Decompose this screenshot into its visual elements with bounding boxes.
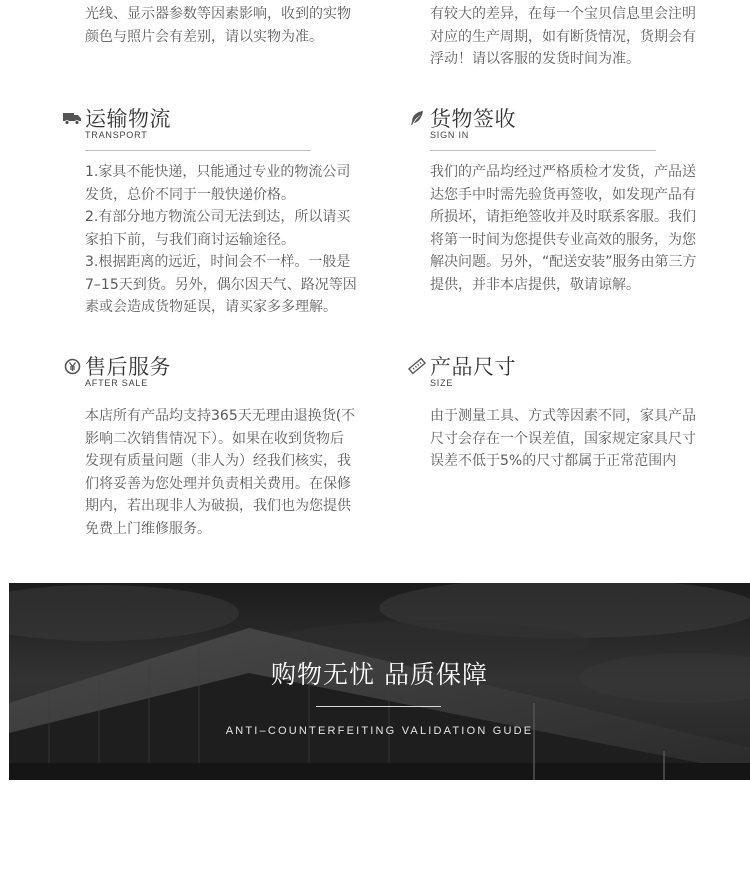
transport-text: [85, 161, 357, 319]
size-section: [408, 351, 708, 391]
text-line: 期内，若出现非人为破损，我们也为您提供: [85, 498, 351, 514]
text-line: 颜色与照片会有差别，请以实物为准。: [85, 28, 323, 45]
text-line: 本店所有产品均支持365天无理由退换货(不: [85, 408, 356, 424]
top-left-text: [85, 3, 351, 48]
truck-icon: [63, 109, 81, 127]
ruler-icon: [408, 357, 426, 375]
text-line: 提供，并非本店提供，敬请谅解。: [430, 276, 640, 293]
top-right-text: [430, 3, 696, 71]
text-line: 发现有质量问题（非人为）经我们核实，我: [85, 453, 351, 469]
text-line: 7–15天到货。另外，偶尔因天气、路况等因: [85, 276, 357, 293]
text-line: 所损坏，请拒绝签收并及时联系客服。我们: [430, 209, 696, 225]
text-line: 2.有部分地方物流公司无法到达，所以请买: [85, 209, 351, 225]
aftersale-section: [63, 351, 363, 391]
text-line: 家拍下前，与我们商讨运输途径。: [85, 231, 295, 248]
section-subtitle: SIZE: [430, 378, 454, 388]
section-title: 售后服务: [85, 355, 171, 379]
section-subtitle: TRANSPORT: [85, 130, 148, 140]
text-line: 将第一时间为您提供专业高效的服务，为您: [430, 231, 696, 248]
text-line: 误差不低于5%的尺寸都属于正常范围内: [430, 453, 677, 469]
banner-title: 购物无忧 品质保障: [271, 660, 488, 689]
text-line: 我们的产品均经过严格质检才发货，产品送: [430, 164, 696, 180]
divider: [85, 150, 311, 151]
section-title: 产品尺寸: [430, 355, 516, 379]
signin-text: [430, 161, 697, 296]
quality-banner: [9, 583, 750, 780]
divider: [430, 150, 656, 151]
text-line: 达您手中时需先验货再签收，如发现产品有: [430, 186, 696, 203]
text-line: 光线、显示器参数等因素影响，收到的实物: [85, 6, 351, 22]
size-heading: [408, 351, 516, 381]
aftersale-text: [85, 405, 355, 540]
text-line: 们将妥善为您处理并负责相关费用。在保修: [85, 475, 351, 492]
section-subtitle: AFTER SALE: [85, 378, 149, 388]
transport-section: [63, 103, 363, 163]
text-line: 对应的生产周期，如有断货情况，货期会有: [430, 28, 696, 45]
text-line: 免费上门维修服务。: [85, 520, 211, 537]
text-line: 尺寸会存在一个误差值，国家规定家具尺寸: [430, 430, 696, 447]
size-text: [430, 405, 696, 473]
banner-divider: [316, 706, 441, 707]
text-line: 影响二次销售情况下）。如果在收到货物后: [85, 430, 344, 447]
text-line: 浮动！请以客服的发货时间为准。: [430, 51, 640, 67]
text-line: 解决问题。另外，“配送安装”服务由第三方: [430, 254, 697, 270]
text-line: 有较大的差异，在每一个宝贝信息里会注明: [430, 6, 696, 22]
transport-heading: [63, 103, 171, 133]
signin-heading: [408, 103, 516, 133]
text-line: 1.家具不能快递，只能通过专业的物流公司: [85, 164, 351, 180]
text-line: 发货，总价不同于一般快递价格。: [85, 186, 295, 203]
section-title: 运输物流: [85, 107, 171, 131]
signin-section: [408, 103, 708, 163]
text-line: 3.根据距离的远近，时间会不一样。一般是: [85, 254, 351, 270]
section-subtitle: SIGN IN: [430, 130, 470, 140]
text-line: 素或会造成货物延误，请买家多多理解。: [85, 299, 337, 315]
text-line: 由于测量工具、方式等因素不同，家具产品: [430, 408, 696, 424]
yen-coin-icon: [63, 357, 81, 375]
feather-icon: [408, 109, 426, 127]
banner-subtitle: ANTI–COUNTERFEITING VALIDATION GUDE: [225, 725, 534, 737]
section-title: 货物签收: [430, 107, 516, 131]
aftersale-heading: [63, 351, 171, 381]
